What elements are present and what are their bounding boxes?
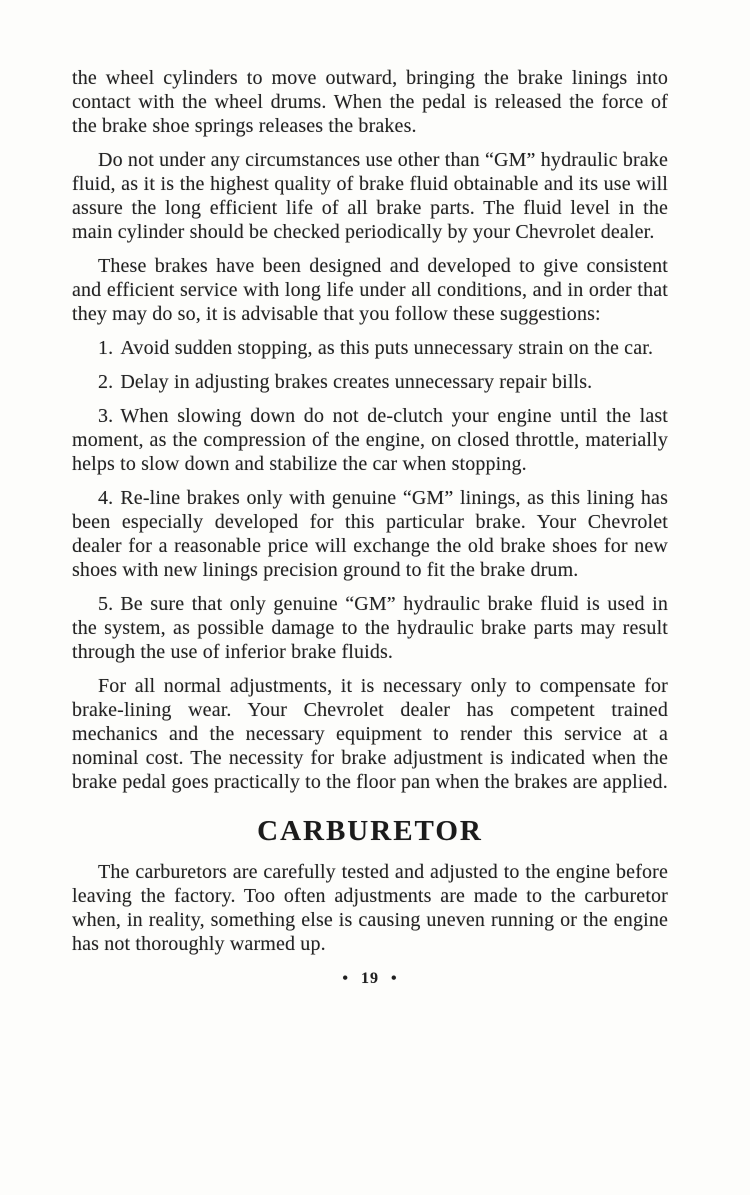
suggestion-item-5 xyxy=(72,592,668,664)
list-text: Avoid sudden stopping, as this puts unnecessary strain on the car. xyxy=(120,337,654,359)
section-heading-carburetor: CARBURETOR xyxy=(257,815,483,847)
list-number: 1. xyxy=(98,337,114,359)
list-text: When slowing down do not de-clutch your engine until the last moment, as the compression of the engine, on closed throttle, materially helps to slow down and stabilize the car when stopping. xyxy=(72,405,668,475)
list-number: 4. xyxy=(98,487,114,509)
list-text: Be sure that only genuine “GM” hydraulic brake fluid is used in the system, as possible damage to the hydraulic brake parts may result through the use of inferior brake fluids. xyxy=(72,593,668,663)
paragraph-carburetor-intro: The carburetors are carefully tested and adjusted to the engine before leaving the factory. Too often adjustments are made to the carburetor when, in reality, something else is causing uneven running or the engine has not thoroughly warmed up. xyxy=(72,861,668,955)
paragraph-suggestions-intro: These brakes have been designed and developed to give consistent and efficient service with long life under all conditions, and in order that they may do so, it is advisable that you follow these suggestions: xyxy=(72,255,668,325)
paragraph-continued-brakes: the wheel cylinders to move outward, bringing the brake linings into contact with the wheel drums. When the pedal is released the force of the brake shoe springs releases the brakes. xyxy=(72,67,668,137)
suggestion-item-4 xyxy=(72,486,668,582)
list-text: Re-line brakes only with genuine “GM” linings, as this lining has been especially developed for this particular brake. Your Chevrolet dealer for a reasonable price will exchange the old brake shoes for new shoes with new linings precision ground to fit the brake drum. xyxy=(72,487,668,581)
suggestion-item-2 xyxy=(72,370,668,394)
page-number: • 19 • xyxy=(342,970,398,987)
suggestion-item-3 xyxy=(72,404,668,476)
list-text: Delay in adjusting brakes creates unnecessary repair bills. xyxy=(120,371,593,393)
page-text-block xyxy=(72,66,668,988)
list-number: 2. xyxy=(98,371,114,393)
paragraph-brake-adjustments: For all normal adjustments, it is necessary only to compensate for brake-lining wear. Your Chevrolet dealer has competent trained mechanics and the necessary equipment to render this service at a nominal cost. The necessity for brake adjustment is indicated when the brake pedal goes practically to the floor pan when the brakes are applied. xyxy=(72,675,668,793)
suggestion-item-1 xyxy=(72,336,668,360)
list-number: 3. xyxy=(98,405,114,427)
paragraph-gm-brake-fluid: Do not under any circumstances use other than “GM” hydraulic brake fluid, as it is the highest quality of brake fluid obtainable and its use will assure the long efficient life of all brake parts. The fluid level in the main cylinder should be checked periodically by your Chevrolet dealer. xyxy=(72,149,668,243)
list-number: 5. xyxy=(98,593,114,615)
